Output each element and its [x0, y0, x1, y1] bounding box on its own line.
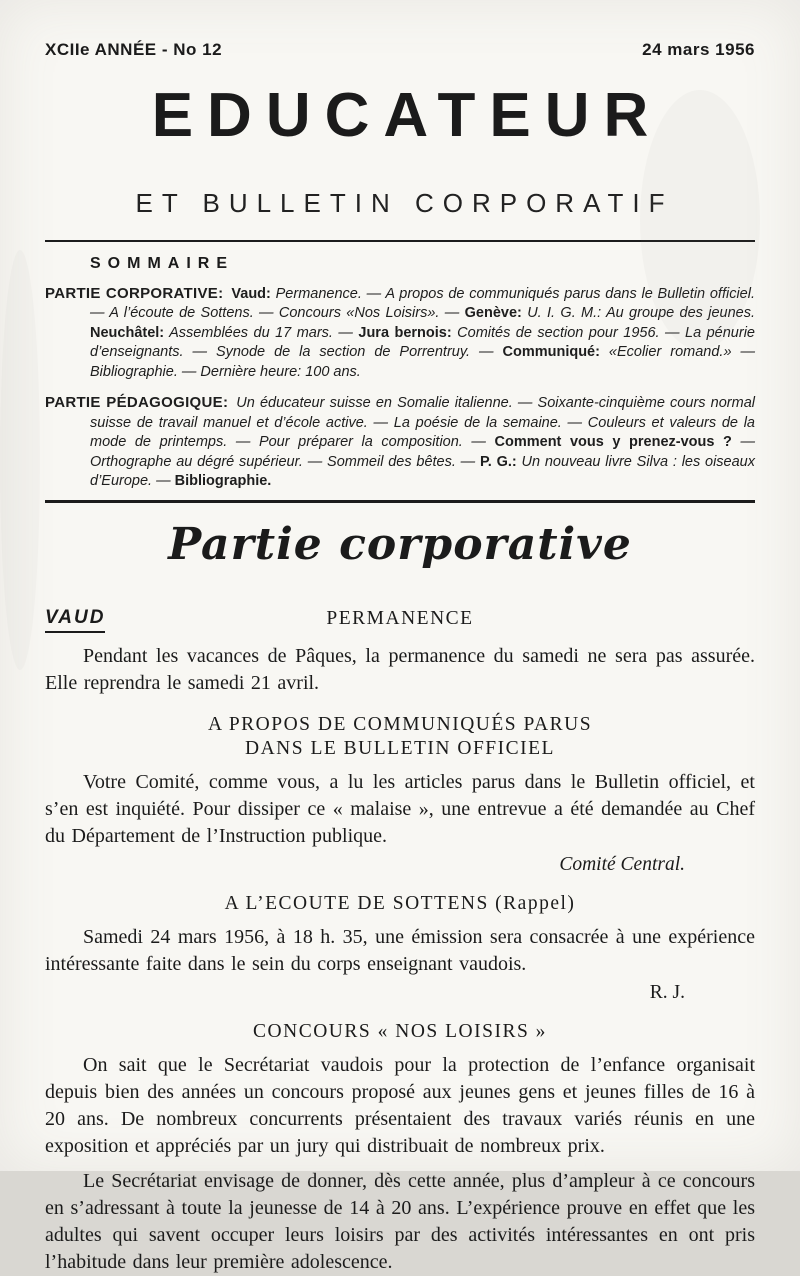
section-script-title: Partie corporative	[168, 518, 632, 570]
article-paragraph: Le Secrétariat envisage de donner, dès cette année, plus d’ampleur à ce concours en s’adressant à toute la jeunesse de 14 à 20 ans. L’expérience prouve en effet que les adultes qui savent occuper leurs loisirs par des activités intéressantes en ont pris l’habitude dans leur première adolescence.	[45, 1170, 755, 1274]
scan-smudge	[0, 250, 40, 670]
sommaire-heading: SOMMAIRE	[90, 254, 234, 272]
masthead	[45, 0, 755, 218]
sommaire-entry-label: PARTIE PÉDAGOGIQUE:	[45, 394, 229, 412]
issue-date: 24 mars 1956	[642, 40, 755, 59]
article-paragraph: Votre Comité, comme vous, a lu les articles parus dans le Bulletin officiel, et s’en est inquiété. Pour dissiper ce « malaise », une entrevue a été demandée au Chef du Département de l’Instruction publique.	[45, 771, 755, 848]
article-heading: PERMANENCE	[326, 608, 474, 630]
article-paragraph: Pendant les vacances de Pâques, la permanence du samedi ne sera pas assurée. Elle reprendra le samedi 21 avril.	[45, 645, 755, 695]
partie-corporative-section	[45, 519, 755, 1276]
sommaire-entry-label: PARTIE CORPORATIVE:	[45, 284, 224, 302]
journal-title: EDUCATEUR	[151, 81, 663, 150]
article-heading: CONCOURS « NOS LOISIRS »	[253, 1021, 547, 1043]
article-communiques	[45, 713, 755, 876]
article-sottens	[45, 892, 755, 1004]
article-signature: R. J.	[649, 982, 685, 1004]
article-heading-line1: A PROPOS DE COMMUNIQUÉS PARUS	[207, 714, 593, 736]
sommaire	[45, 255, 755, 492]
sommaire-entry-text: Vaud: Permanence. — A propos de communiqués parus dans le Bulletin officiel. — A l’écoute de Sottens. — Concours «Nos Loisirs». — Genève: U. I. G. M.: Au groupe des jeunes. Neuchâtel: Assemblées du 17 mars. — Jura bernois: Comités de section pour 1956. — La pénurie d’enseignants. — Synode de la section de Porrentruy. — Communiqué: «Ecolier romand.» — Bibliographie. — Dernière heure: 100 ans.	[90, 285, 755, 380]
article-concours	[45, 1020, 755, 1276]
sommaire-entry-pedagogique	[45, 393, 755, 492]
journal-subtitle: ET BULLETIN CORPORATIF	[135, 187, 674, 218]
article-paragraph: Samedi 24 mars 1956, à 18 h. 35, une émission sera consacrée à une expérience intéressante faite dans le sein du corps enseignant vaudois.	[45, 926, 755, 976]
region-label-vaud: VAUD	[45, 607, 105, 633]
article-heading-line2: DANS LE BULLETIN OFFICIEL	[245, 738, 555, 760]
sommaire-entry-text: Un éducateur suisse en Somalie italienne. — Soixante-cinquième cours normal suisse de travail manuel et d’école active. — La poésie de la semaine. — Couleurs et valeurs de la mode de printemps. — Pour préparer la composition. — Comment vous y prenez-vous ? — Orthographe au dégré supérieur. — Sommeil des bêtes. — P. G.: Un nouveau livre Silva : les oiseaux d’Europe. — Bibliographie.	[90, 395, 756, 490]
divider-bottom	[45, 500, 755, 503]
issue-number: XCIIe ANNÉE - No 12	[45, 40, 223, 59]
divider-top	[45, 240, 755, 242]
sommaire-entry-corporative	[45, 284, 755, 383]
article-paragraph: On sait que le Secrétariat vaudois pour la protection de l’enfance organisait depuis bien des années un concours proposé aux jeunes gens et jeunes filles de 16 à 20 ans. De nombreux concurrents présentaient des travaux variés réunis en une exposition et appréciés par un jury qui distribuait de nombreux prix.	[45, 1054, 755, 1158]
article-header-row	[45, 607, 755, 635]
article-heading: A L’ECOUTE DE SOTTENS (Rappel)	[224, 893, 576, 915]
masthead-row	[45, 0, 755, 60]
article-signature: Comité Central.	[559, 854, 685, 876]
article-permanence	[45, 607, 755, 697]
